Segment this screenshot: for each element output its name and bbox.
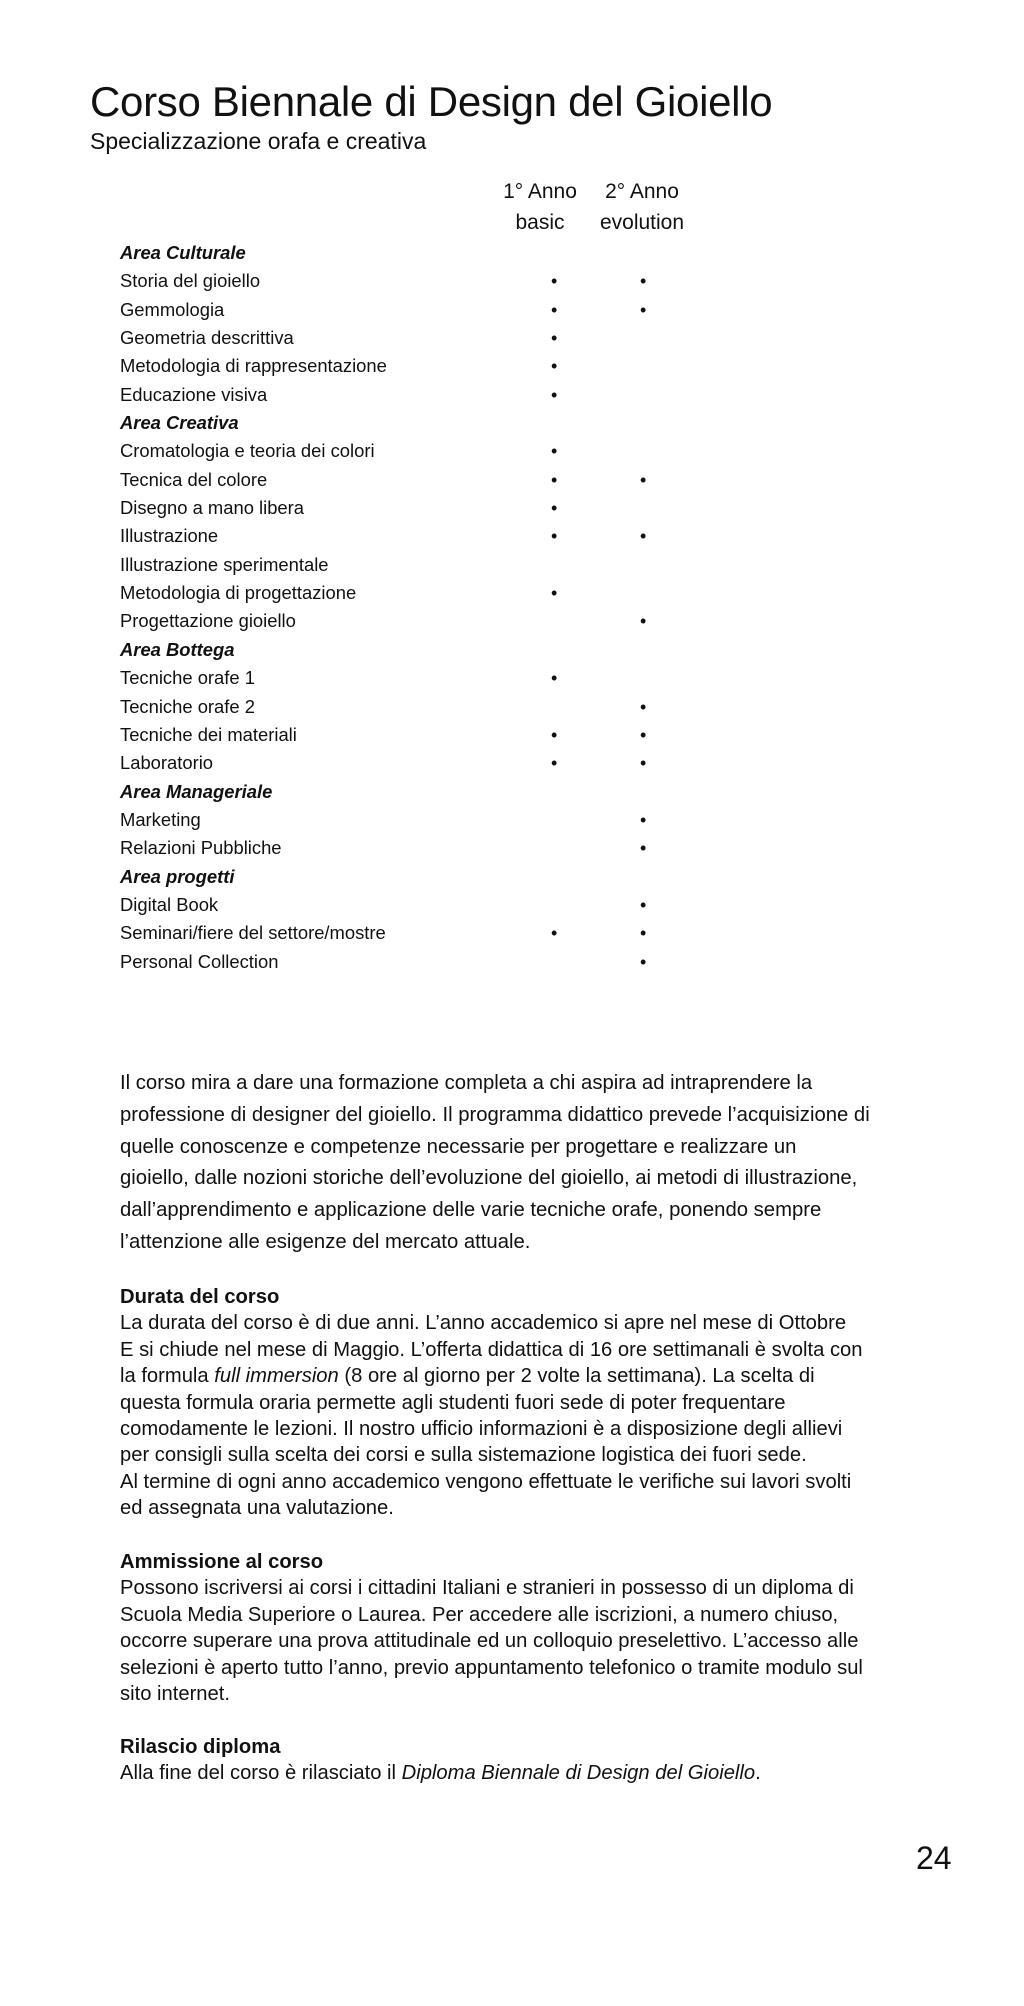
course-name: Educazione visiva — [120, 383, 268, 405]
diploma-text: Alla fine del corso è rilasciato il — [120, 1762, 402, 1785]
year-2-bullet: • — [640, 753, 647, 774]
course-row — [120, 721, 820, 749]
diploma-heading: Rilascio diploma — [120, 1736, 281, 1758]
area-heading-row — [120, 863, 820, 891]
year-2-bullet: • — [640, 469, 647, 490]
year-1-bullet: • — [551, 668, 558, 689]
course-name: Tecniche dei materiali — [120, 723, 297, 745]
area-heading-row — [120, 778, 820, 806]
area-heading-row — [120, 636, 820, 664]
course-name: Disegno a mano libera — [120, 497, 305, 519]
year-2-bullet: • — [640, 696, 647, 717]
course-row — [120, 664, 820, 692]
course-name: Progettazione gioiello — [120, 610, 296, 632]
course-row — [120, 381, 820, 409]
duration-line: La durata del corso è di due anni. L’anno accademico si apre nel mese di Ottobre — [120, 1312, 847, 1335]
course-name: Illustrazione — [120, 525, 219, 547]
course-name: Cromatologia e teoria dei colori — [120, 440, 375, 462]
duration-line: comodamente le lezioni. Il nostro ufficio informazioni è a disposizione degli allievi — [120, 1418, 843, 1441]
column-header-year-1-title: 1° Anno — [503, 180, 577, 203]
course-row — [120, 522, 820, 550]
year-1-bullet: • — [551, 441, 558, 462]
year-2-bullet: • — [640, 894, 647, 915]
area-heading: Area Manageriale — [120, 780, 273, 802]
description-line: l’attenzione alle esigenze del mercato attuale. — [120, 1230, 531, 1253]
course-row — [120, 749, 820, 777]
year-2-bullet: • — [640, 838, 647, 859]
course-table — [120, 239, 820, 976]
course-row — [120, 296, 820, 324]
year-2-bullet: • — [640, 299, 647, 320]
course-name: Marketing — [120, 808, 201, 830]
year-1-bullet: • — [551, 328, 558, 349]
course-name: Tecnica del colore — [120, 468, 268, 490]
description-line: Il corso mira a dare una formazione completa a chi aspira ad intraprendere la — [120, 1072, 813, 1094]
full-immersion-term: full immersion — [214, 1365, 339, 1388]
diploma-line — [120, 1760, 940, 1786]
page-title: Corso Biennale di Design del Gioiello — [90, 78, 773, 125]
admission-line: Possono iscriversi ai corsi i cittadini Italiani e stranieri in possesso di un diploma di — [120, 1577, 854, 1600]
diploma-text: . — [755, 1762, 761, 1785]
admission-heading: Ammissione al corso — [120, 1551, 324, 1573]
duration-line: E si chiude nel mese di Maggio. L’offerta didattica di 16 ore settimanali è svolta con — [120, 1338, 863, 1361]
course-name: Tecniche orafe 1 — [120, 667, 255, 689]
page-subtitle: Specializzazione orafa e creativa — [90, 128, 427, 154]
course-name: Geometria descrittiva — [120, 327, 294, 349]
course-row — [120, 551, 820, 579]
course-row — [120, 494, 820, 522]
year-1-bullet: • — [551, 498, 558, 519]
course-name: Metodologia di rappresentazione — [120, 355, 387, 377]
diploma-section — [120, 1734, 940, 1787]
course-name: Gemmologia — [120, 298, 225, 320]
duration-text: la formula — [120, 1365, 215, 1388]
course-name: Relazioni Pubbliche — [120, 837, 282, 859]
year-2-bullet: • — [640, 724, 647, 745]
course-row — [120, 607, 820, 635]
area-heading: Area Creativa — [120, 412, 239, 434]
area-heading: Area Culturale — [120, 242, 246, 263]
duration-line: Al termine di ogni anno accademico vengono effettuate le verifiche sui lavori svolti — [120, 1470, 852, 1493]
course-description — [120, 1068, 940, 1259]
description-line: quelle conoscenze e competenze necessarie per progettare e realizzare un — [120, 1135, 797, 1158]
year-2-bullet: • — [640, 809, 647, 830]
column-header-year-1-subtitle: basic — [515, 211, 565, 234]
course-name: Storia del gioiello — [120, 270, 261, 292]
course-name: Personal Collection — [120, 950, 279, 972]
course-name: Laboratorio — [120, 752, 214, 774]
duration-line: ed assegnata una valutazione. — [120, 1497, 394, 1520]
year-1-bullet: • — [551, 923, 558, 944]
year-2-bullet: • — [640, 271, 647, 292]
course-row — [120, 919, 820, 947]
admission-section — [120, 1549, 940, 1707]
course-name: Illustrazione sperimentale — [120, 553, 329, 575]
course-row — [120, 891, 820, 919]
duration-text: (8 ore al giorno per 2 volte la settimana). La scelta di — [338, 1365, 815, 1388]
year-2-bullet: • — [640, 923, 647, 944]
duration-line: per consigli sulla scelta dei corsi e sulla sistemazione logistica dei fuori sede. — [120, 1444, 807, 1467]
duration-line: questa formula oraria permette agli studenti fuori sede di poter frequentare — [120, 1391, 786, 1414]
column-header-year-2-subtitle: evolution — [599, 211, 685, 234]
year-2-bullet: • — [640, 611, 647, 632]
description-line: gioiello, dalle nozioni storiche dell’evoluzione del gioiello, ai metodi di illustrazione, — [120, 1167, 858, 1190]
course-row — [120, 806, 820, 834]
year-1-bullet: • — [551, 724, 558, 745]
year-1-bullet: • — [551, 469, 558, 490]
year-1-bullet: • — [551, 356, 558, 377]
area-heading: Area Bottega — [120, 638, 235, 660]
description-line: dall’apprendimento e applicazione delle varie tecniche orafe, ponendo sempre — [120, 1199, 822, 1222]
page-number: 24 — [916, 1840, 952, 1876]
diploma-title: Diploma Biennale di Design del Gioiello — [401, 1762, 756, 1785]
area-heading: Area progetti — [120, 865, 235, 887]
course-row — [120, 352, 820, 380]
duration-heading: Durata del corso — [120, 1286, 280, 1308]
course-row — [120, 834, 820, 862]
admission-line: sito internet. — [120, 1683, 230, 1706]
year-1-bullet: • — [551, 271, 558, 292]
course-name: Digital Book — [120, 893, 219, 915]
duration-section — [120, 1284, 940, 1522]
column-header-year-2-title: 2° Anno — [605, 180, 679, 203]
description-line: professione di designer del gioiello. Il programma didattico prevede l’acquisizione di — [120, 1103, 870, 1126]
course-row — [120, 267, 820, 295]
year-1-bullet: • — [551, 384, 558, 405]
course-row — [120, 693, 820, 721]
course-row — [120, 948, 820, 976]
area-heading-row — [120, 409, 820, 437]
column-header-year-1 — [492, 176, 588, 238]
course-row — [120, 437, 820, 465]
year-2-bullet: • — [640, 526, 647, 547]
course-row — [120, 324, 820, 352]
year-1-bullet: • — [551, 583, 558, 604]
year-2-bullet: • — [640, 951, 647, 972]
year-1-bullet: • — [551, 299, 558, 320]
admission-line: Scuola Media Superiore o Laurea. Per accedere alle iscrizioni, a numero chiuso, — [120, 1603, 839, 1626]
course-name: Tecniche orafe 2 — [120, 695, 255, 717]
column-header-year-2 — [594, 176, 690, 238]
course-row — [120, 579, 820, 607]
admission-line: occorre superare una prova attitudinale ed un colloquio preselettivo. L’accesso alle — [120, 1630, 859, 1653]
course-name: Seminari/fiere del settore/mostre — [120, 922, 386, 944]
course-name: Metodologia di progettazione — [120, 582, 357, 604]
year-1-bullet: • — [551, 526, 558, 547]
year-1-bullet: • — [551, 753, 558, 774]
area-heading-row — [120, 239, 820, 267]
admission-line: selezioni è aperto tutto l’anno, previo appuntamento telefonico o tramite modulo sul — [120, 1656, 863, 1679]
duration-line — [120, 1363, 940, 1389]
course-row — [120, 466, 820, 494]
